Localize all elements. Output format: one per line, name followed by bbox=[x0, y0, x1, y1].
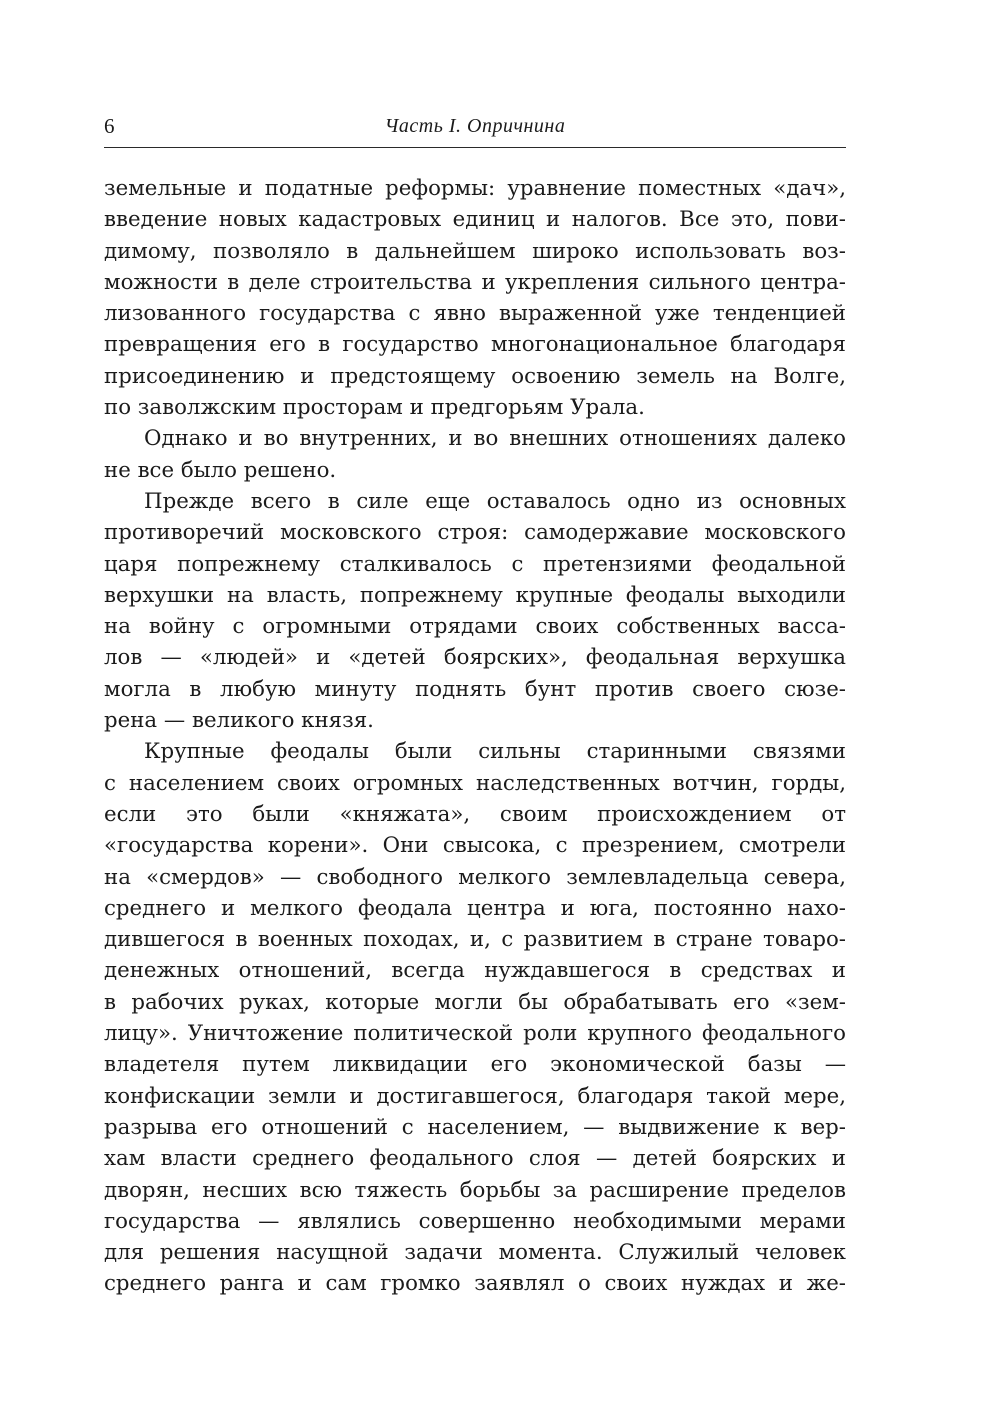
text-line: рена — великого князя. bbox=[104, 708, 374, 734]
text-line: хам власти среднего феодального слоя — детей боярских и bbox=[104, 1146, 846, 1172]
text-line: не все было решено. bbox=[104, 457, 337, 483]
body-text bbox=[104, 173, 846, 1300]
text-line: на войну с огромными отрядами своих собственных васса- bbox=[104, 614, 846, 640]
text-line: Прежде всего в силе еще оставалось одно из основных bbox=[144, 488, 846, 514]
text-line: денежных отношений, всегда нуждавшегося в средствах и bbox=[104, 958, 846, 984]
text-line: царя попрежнему сталкивалось с претензиями феодальной bbox=[104, 551, 846, 577]
text-line: среднего ранга и сам громко заявлял о своих нуждах и же- bbox=[104, 1271, 846, 1297]
page-number: 6 bbox=[104, 114, 115, 138]
text-line: лизованного государства с явно выраженной уже тенденцией bbox=[104, 301, 846, 327]
text-line: дворян, несших всю тяжесть борьбы за расширение пределов bbox=[104, 1177, 846, 1203]
text-line: лов — «людей» и «детей боярских», феодальная верхушка bbox=[104, 645, 846, 671]
page-header bbox=[104, 113, 846, 139]
text-line: с населением своих огромных наследственных вотчин, горды, bbox=[104, 770, 846, 796]
text-line: димому, позволяло в дальнейшем широко использовать воз- bbox=[104, 238, 846, 264]
text-line: на «смердов» — свободного мелкого землевладельца севера, bbox=[104, 864, 846, 890]
text-line: Крупные феодалы были сильны старинными связями bbox=[144, 739, 846, 765]
text-line: превращения его в государство многонациональное благодаря bbox=[104, 332, 846, 358]
text-line: разрыва его отношений с населением, — выдвижение к вер- bbox=[104, 1114, 846, 1140]
text-line: государства — являлись совершенно необходимыми мерами bbox=[104, 1208, 846, 1234]
text-line: владетеля путем ликвидации его экономической базы — bbox=[104, 1052, 846, 1078]
text-line: можности в деле строительства и укрепления сильного центра- bbox=[104, 269, 846, 295]
text-line: «государства корени». Они свысока, с презрением, смотрели bbox=[104, 833, 846, 859]
text-line: конфискации земли и достигавшегося, благодаря такой мере, bbox=[104, 1083, 846, 1109]
text-line: дившегося в военных походах, и, с развитием в стране товаро- bbox=[104, 927, 846, 953]
text-line: противоречий московского строя: самодержавие московского bbox=[104, 520, 846, 546]
text-line: для решения насущной задачи момента. Служилый человек bbox=[104, 1240, 846, 1266]
running-head: Часть I. Опричнина bbox=[384, 115, 566, 137]
text-line: среднего и мелкого феодала центра и юга, постоянно нахо- bbox=[104, 895, 846, 921]
text-line: введение новых кадастровых единиц и налогов. Все это, пови- bbox=[104, 207, 846, 233]
text-line: лицу». Уничтожение политической роли крупного феодального bbox=[104, 1021, 846, 1047]
text-line: по заволжским просторам и предгорьям Урала. bbox=[104, 395, 645, 421]
text-line: в рабочих руках, которые могли бы обрабатывать его «зем- bbox=[104, 989, 846, 1015]
text-line: если это были «княжата», своим происхождением от bbox=[104, 801, 846, 827]
text-line: верхушки на власть, попрежнему крупные феодалы выходили bbox=[104, 582, 846, 608]
text-line: могла в любую минуту поднять бунт против своего сюзе- bbox=[104, 676, 846, 702]
header-rule bbox=[104, 147, 846, 148]
text-line: земельные и податные реформы: уравнение поместных «дач», bbox=[104, 176, 846, 201]
text-line: присоединению и предстоящему освоению земель на Волге, bbox=[104, 363, 846, 389]
text-line: Однако и во внутренних, и во внешних отношениях далеко bbox=[144, 426, 846, 452]
